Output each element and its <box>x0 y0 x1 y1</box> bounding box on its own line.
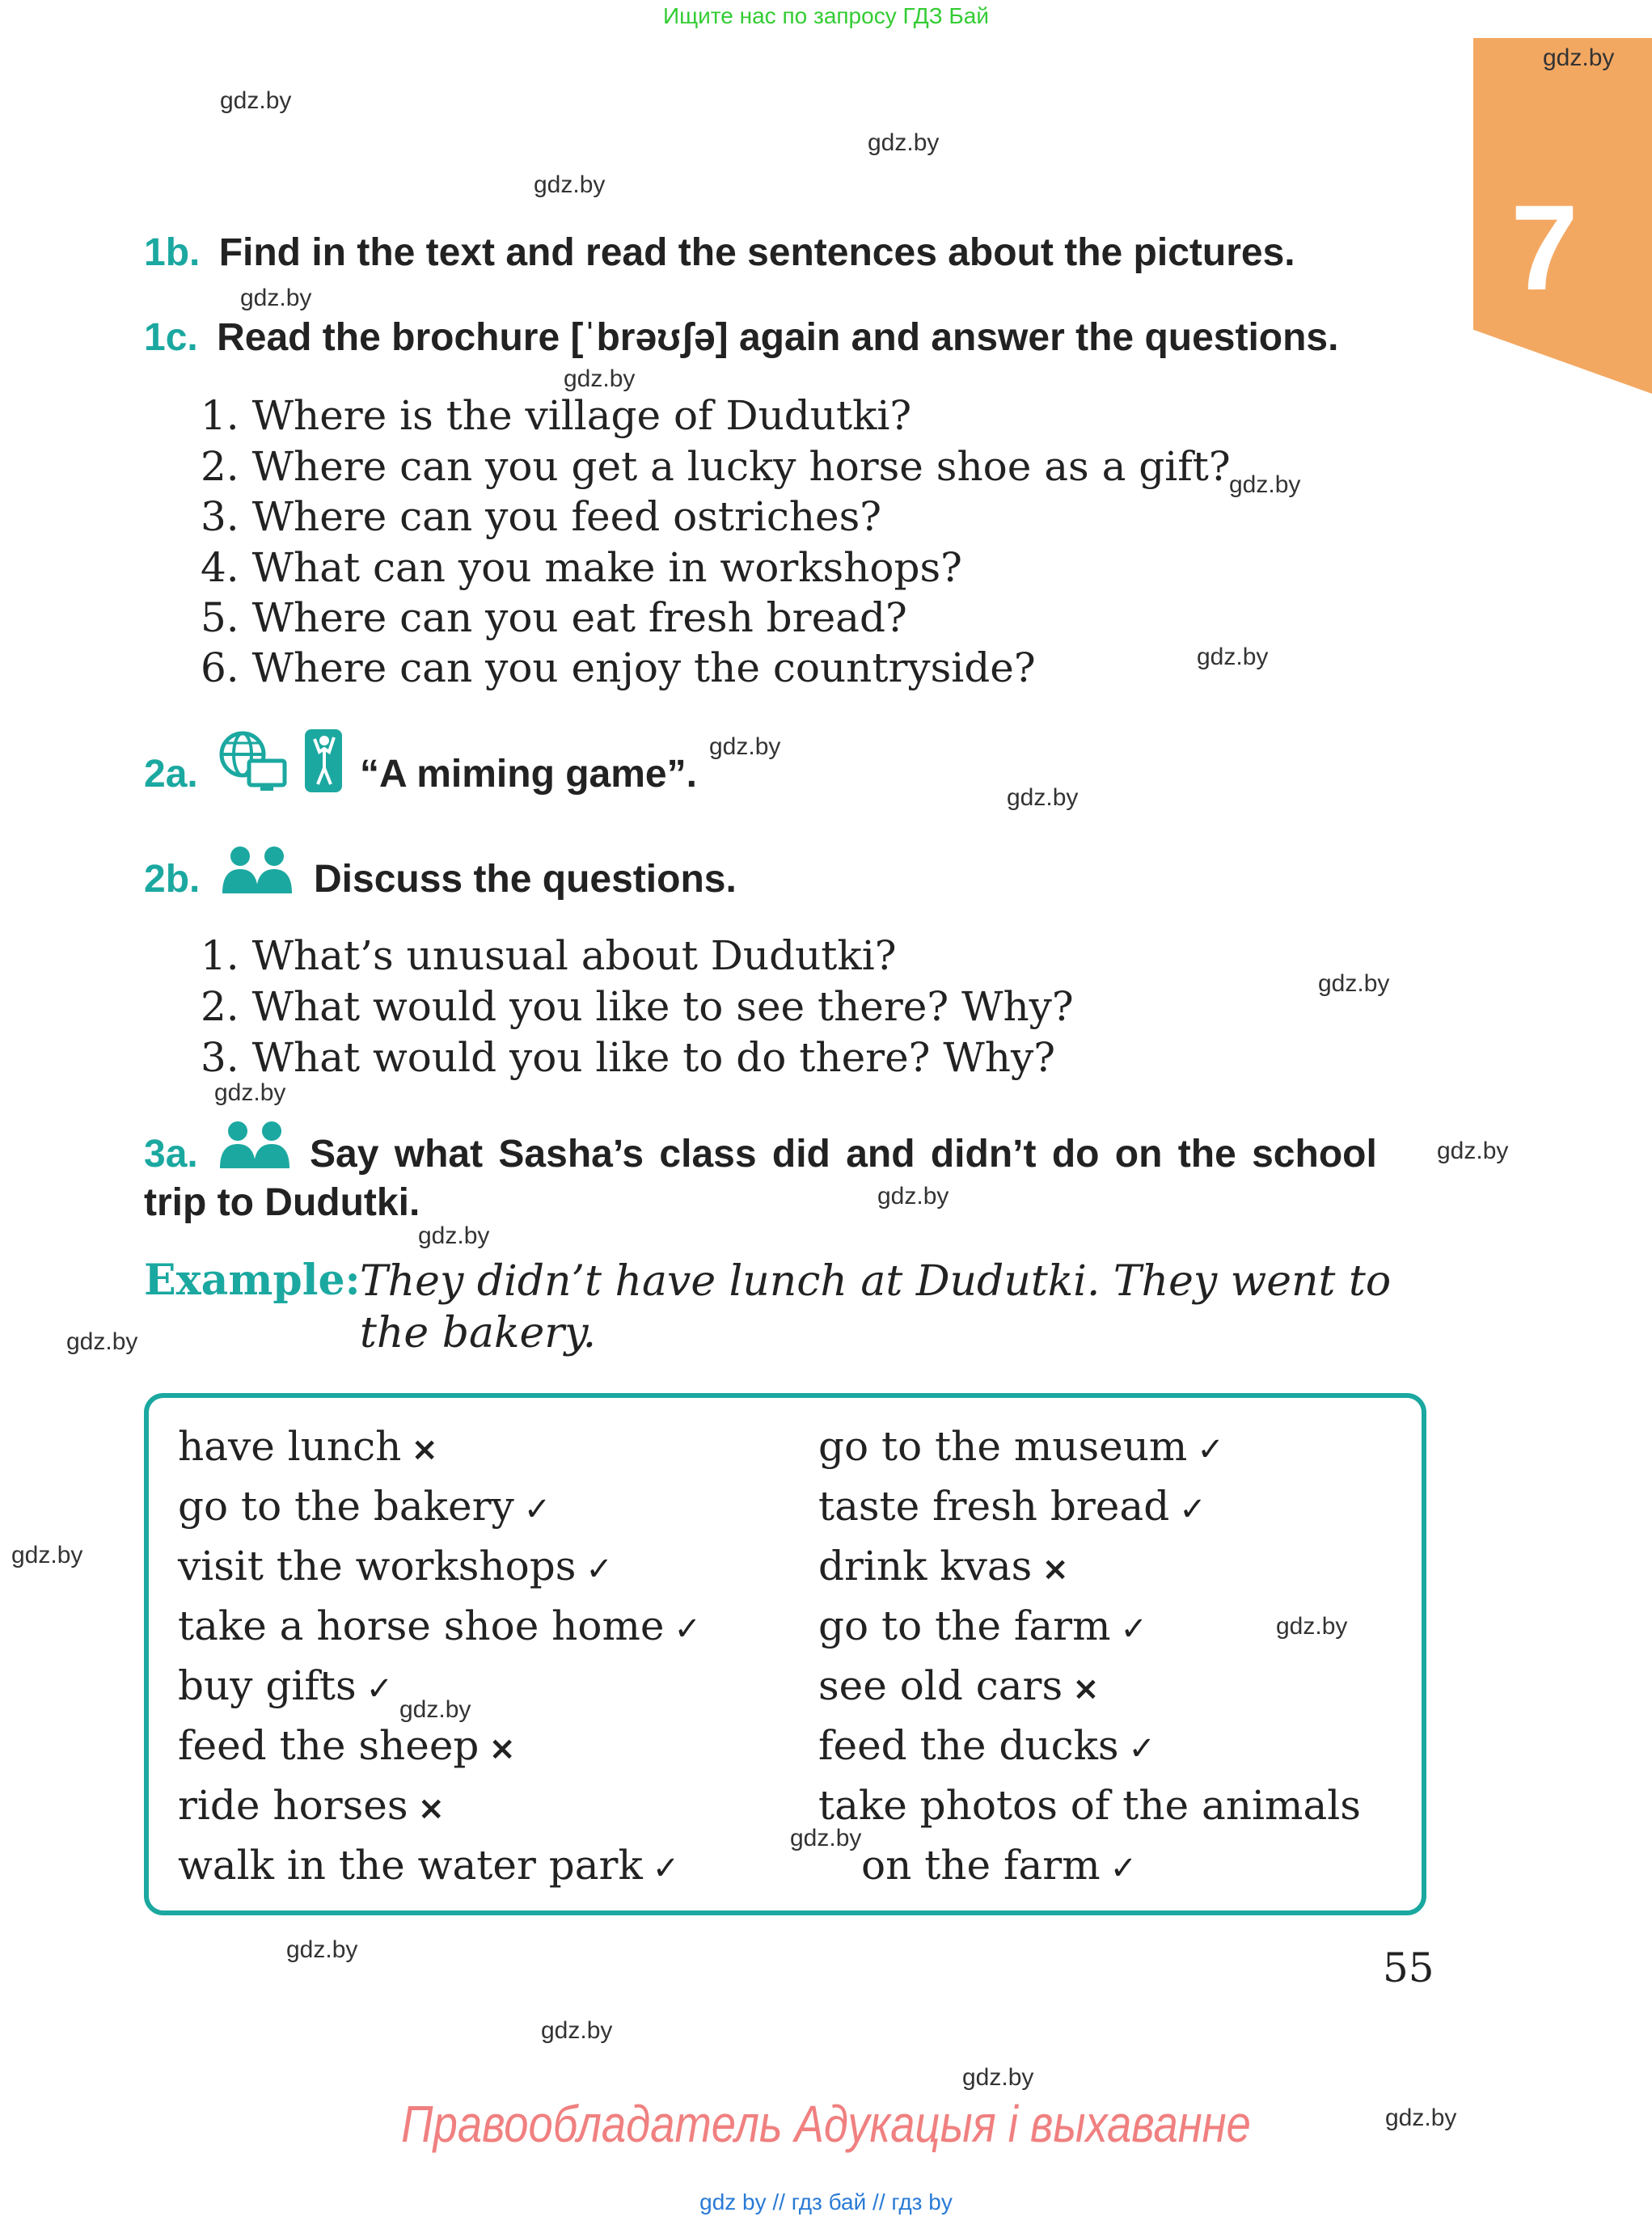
question-item: 5. Where can you eat fresh bread? <box>201 594 907 641</box>
watermark: gdz.by <box>1007 784 1079 811</box>
example-label: Example: <box>144 1256 361 1305</box>
watermark: gdz.by <box>1385 2105 1457 2131</box>
exercise-instruction: Find in the text and read the sentences about the pictures. <box>218 231 1295 274</box>
watermark: gdz.by <box>877 1183 949 1210</box>
watermark: gdz.by <box>962 2064 1034 2091</box>
pair-work-icon <box>221 845 295 899</box>
watermark: gdz.by <box>1543 44 1615 71</box>
watermark: gdz.by <box>220 87 292 114</box>
watermark: gdz.by <box>868 129 940 156</box>
activity-item: ride horses × <box>178 1782 446 1829</box>
watermark: gdz.by <box>1276 1613 1348 1640</box>
page-number: 55 <box>1383 1944 1434 1991</box>
activity-item: go to the museum ✓ <box>818 1423 1224 1470</box>
globe-computer-icon <box>218 730 287 797</box>
watermark: gdz.by <box>214 1079 286 1106</box>
activity-item: take photos of the animals <box>818 1782 1361 1829</box>
example-text: They didn’t have lunch at Dudutki. They went to the bakery. <box>360 1257 1392 1357</box>
exercise-2a-label <box>144 752 198 796</box>
question-item: 2. Where can you get a lucky horse shoe as a gift? <box>201 443 1231 490</box>
miming-person-icon <box>303 728 344 798</box>
watermark: gdz.by <box>1318 970 1390 997</box>
activity-item: taste fresh bread ✓ <box>818 1483 1206 1530</box>
question-item: 3. What would you like to do there? Why? <box>201 1034 1056 1081</box>
pair-work-icon <box>218 1120 293 1174</box>
watermark: gdz.by <box>286 1936 358 1963</box>
watermark: gdz.by <box>1437 1138 1509 1164</box>
watermark: gdz.by <box>790 1825 862 1851</box>
question-item: 4. What can you make in workshops? <box>201 544 962 591</box>
watermark: gdz.by <box>541 2017 613 2044</box>
exercise-2a-text: “A miming game”. <box>360 753 697 796</box>
watermark: gdz.by <box>399 1696 471 1723</box>
exercise-1c <box>144 315 1338 360</box>
exercise-2b-text: Discuss the questions. <box>314 858 737 901</box>
activity-item: feed the sheep × <box>178 1722 516 1769</box>
exercise-label: 3a. <box>144 1133 198 1176</box>
question-item: 6. Where can you enjoy the countryside? <box>201 644 1036 691</box>
activity-item: have lunch × <box>178 1423 438 1470</box>
exercise-label: 2a. <box>144 753 198 796</box>
activity-item: visit the workshops ✓ <box>178 1543 613 1590</box>
activity-item: take a horse shoe home ✓ <box>178 1602 702 1649</box>
watermark: gdz.by <box>1229 471 1301 498</box>
exercise-instruction: Read the brochure [ˈbrəʊʃə] again and answer the questions. <box>217 316 1339 359</box>
exercise-label: 1c. <box>144 316 198 359</box>
watermark: gdz.by <box>709 733 781 760</box>
question-item: 1. What’s unusual about Dudutki? <box>201 932 897 979</box>
watermark: gdz.by <box>534 171 606 198</box>
exercise-label: 1b. <box>144 231 201 274</box>
activity-item: buy gifts ✓ <box>178 1662 394 1709</box>
watermark: gdz.by <box>418 1222 490 1249</box>
question-item: 2. What would you like to see there? Why? <box>201 983 1074 1030</box>
exercise-3a-text-line1: Say what Sasha’s class did and didn’t do on the school <box>310 1133 1377 1176</box>
activity-item: walk in the water park ✓ <box>178 1842 680 1889</box>
exercise-2b-label <box>144 857 200 901</box>
question-item: 1. Where is the village of Dudutki? <box>201 392 912 439</box>
exercise-3a-label <box>144 1132 198 1176</box>
activity-item: go to the farm ✓ <box>818 1602 1148 1649</box>
activity-item: go to the bakery ✓ <box>178 1483 551 1530</box>
activity-item: see old cars × <box>818 1662 1100 1709</box>
activity-item: drink kvas × <box>818 1543 1069 1590</box>
activity-item: feed the ducks ✓ <box>818 1722 1156 1769</box>
question-item: 3. Where can you feed ostriches? <box>201 493 882 540</box>
watermark: gdz.by <box>240 285 312 311</box>
watermark: gdz.by <box>1197 644 1269 670</box>
exercise-label: 2b. <box>144 858 201 901</box>
watermark: gdz.by <box>66 1328 138 1355</box>
exercise-1b <box>144 230 1295 275</box>
copyright-owner: Правообладатель Адукацыя і выхаванне <box>401 2095 1251 2153</box>
activities-box <box>144 1393 1426 1915</box>
top-banner[interactable]: Ищите нас по запросу ГДЗ Бай <box>662 3 990 28</box>
exercise-3a-text-line2: trip to Dudutki. <box>144 1181 420 1224</box>
unit-number: 7 <box>1510 179 1578 315</box>
watermark: gdz.by <box>564 365 636 392</box>
activity-item: on the farm ✓ <box>861 1842 1138 1889</box>
bottom-banner[interactable]: gdz by // гдз бай // гдз by <box>699 2189 953 2214</box>
watermark: gdz.by <box>11 1542 83 1568</box>
